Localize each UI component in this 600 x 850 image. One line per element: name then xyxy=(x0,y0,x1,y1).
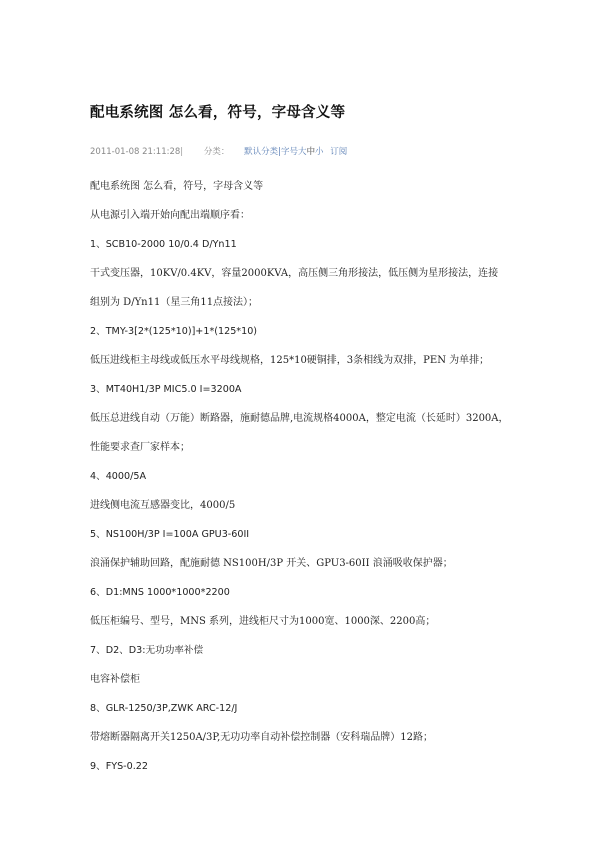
item-heading: 9、FYS-0.22 xyxy=(90,761,148,772)
article-title: 配电系统图 怎么看，符号，字母含义等 xyxy=(90,105,346,121)
body-line: 干式变压器，10KV/0.4KV，容量2000KVA，高压侧三角形接法，低压侧为星形接法，连接 xyxy=(90,268,499,279)
item-heading: 3、MT40H1/3P MIC5.0 I=3200A xyxy=(90,384,242,395)
item-heading: 8、GLR-1250/3P,ZWK ARC-12/J xyxy=(90,703,238,714)
item-heading: 5、NS100H/3P I=100A GPU3-60II xyxy=(90,529,250,540)
body-line: 带熔断器隔离开关1250A/3P,无功功率自动补偿控制器（安科瑞品牌）12路； xyxy=(90,732,434,743)
category-link[interactable]: 默认分类 xyxy=(244,147,279,157)
item-heading: 2、TMY-3[2*(125*10)]+1*(125*10) xyxy=(90,326,258,337)
body-line: 配电系统图 怎么看，符号，字母含义等 xyxy=(90,181,264,192)
article-meta xyxy=(90,145,347,157)
subscribe-link[interactable]: 订阅 xyxy=(330,147,348,157)
font-size-medium-current: 中 xyxy=(306,147,315,157)
body-line: 进线侧电流互感器变比，4000/5 xyxy=(90,500,236,511)
body-line: 性能要求查厂家样本； xyxy=(90,442,190,453)
font-size-small-link[interactable]: 小 xyxy=(315,147,324,157)
body-line: 组别为 D/Yn11（星三角11点接法）； xyxy=(90,297,259,308)
item-heading: 7、D2、D3:无功功率补偿 xyxy=(90,645,204,656)
category-label: 分类： xyxy=(203,147,230,157)
body-line: 浪涌保护辅助回路，配施耐德 NS100H/3P 开关、GPU3-60II 浪涌吸收保护器； xyxy=(90,558,453,569)
item-heading: 6、D1:MNS 1000*1000*2200 xyxy=(90,587,230,598)
body-line: 低压进线柜主母线或低压水平母线规格，125*10硬铜排，3条相线为双排，PEN 为单排； xyxy=(90,355,490,366)
item-heading: 1、SCB10-2000 10/0.4 D/Yn11 xyxy=(90,239,237,250)
body-line: 低压总进线自动（万能）断路器，施耐德品牌,电流规格4000A，整定电流（长延时）3200A， xyxy=(90,413,509,424)
body-line: 低压柜编号、型号，MNS 系列，进线柜尺寸为1000宽、1000深、2200高； xyxy=(90,616,436,627)
body-line: 电容补偿柜 xyxy=(90,674,140,685)
font-size-large-link[interactable]: 大 xyxy=(297,147,307,157)
meta-separator: | xyxy=(180,147,184,157)
body-line: 从电源引入端开始向配出端顺序看： xyxy=(90,210,250,221)
post-datetime: 2011-01-08 21:11:28 xyxy=(90,147,181,157)
item-heading: 4、4000/5A xyxy=(90,471,147,482)
font-size-prefix: |字号 xyxy=(278,147,298,157)
